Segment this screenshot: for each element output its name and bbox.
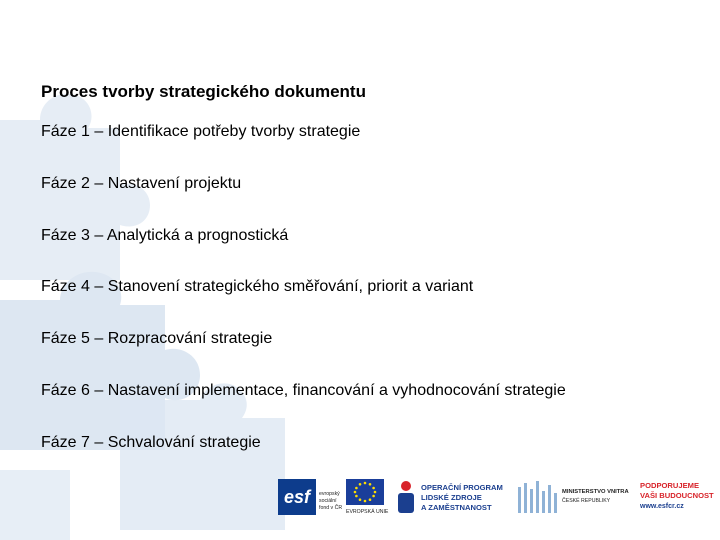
ministry-text-line: ČESKÉ REPUBLIKY <box>562 498 611 504</box>
op-person-icon <box>396 480 416 514</box>
support-text-line: VAŠI BUDOUCNOST <box>640 491 714 500</box>
footer-logos <box>278 477 718 519</box>
phase-item: Fáze 3 – Analytická a prognostická <box>41 227 289 244</box>
eu-caption: EVROPSKÁ UNIE <box>346 509 389 515</box>
op-text-line: LIDSKÉ ZDROJE <box>421 493 482 502</box>
support-text-line: PODPORUJEME <box>640 481 700 490</box>
phase-item: Fáze 4 – Stanovení strategického směřování, priorit a variant <box>41 278 474 295</box>
op-text-line: A ZAMĚSTNANOST <box>421 503 492 512</box>
phase-item: Fáze 7 – Schvalování strategie <box>41 434 261 451</box>
ministry-logo <box>516 477 636 519</box>
ministry-emblem-icon <box>516 479 558 515</box>
phase-item: Fáze 2 – Nastavení projektu <box>41 175 242 192</box>
support-url: www.esfcr.cz <box>640 503 684 510</box>
ministry-text-line: MINISTERSTVO VNITRA <box>562 489 629 495</box>
main-content <box>41 80 701 451</box>
phase-item: Fáze 1 – Identifikace potřeby tvorby strategie <box>41 123 361 140</box>
op-text-line: OPERAČNÍ PROGRAM <box>421 483 503 492</box>
page-title: Proces tvorby strategického dokumentu <box>41 82 366 101</box>
support-logo <box>640 477 718 519</box>
esf-text-line: sociální <box>319 498 337 504</box>
phase-item: Fáze 6 – Nastavení implementace, financování a vyhodnocování strategie <box>41 382 566 399</box>
eu-flag-icon <box>346 479 384 505</box>
esf-mark: esf <box>278 479 316 515</box>
op-logo <box>396 477 511 519</box>
esf-text-line: evropský <box>319 491 340 497</box>
esf-text-line: fond v ČR <box>319 505 343 511</box>
eu-logo <box>278 477 388 519</box>
phase-item: Fáze 5 – Rozpracování strategie <box>41 330 273 347</box>
